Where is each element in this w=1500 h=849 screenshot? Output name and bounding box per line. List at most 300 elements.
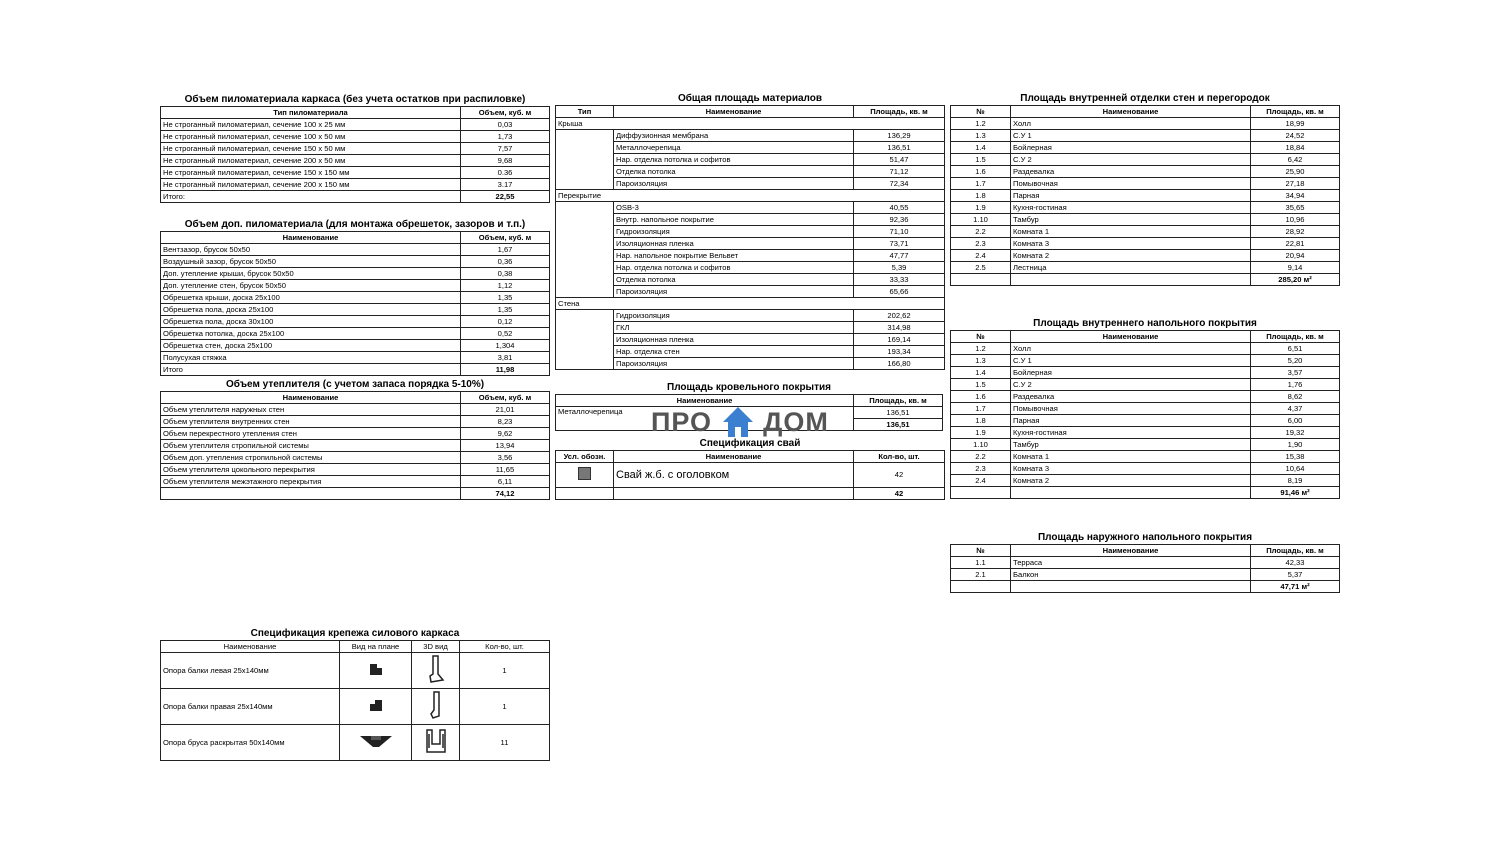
logo-text-right: ДОМ <box>763 407 829 437</box>
lumber-frame-volume-table <box>160 106 550 203</box>
material-name: Изоляционная пленка <box>614 334 854 346</box>
room-area: 15,38 <box>1251 451 1340 463</box>
room-area: 19,32 <box>1251 427 1340 439</box>
material-name: OSB-3 <box>614 202 854 214</box>
table-row <box>556 274 945 286</box>
table-row <box>161 328 550 340</box>
material-name: Пароизоляция <box>614 286 854 298</box>
column-header: Наименование <box>161 392 461 404</box>
table-row <box>951 379 1340 391</box>
table-row <box>161 352 550 364</box>
table-row <box>161 256 550 268</box>
group-spacer-cell <box>556 130 614 142</box>
row-label: Обрешетка стен, доска 25х100 <box>161 340 461 352</box>
table-row <box>951 262 1340 274</box>
row-label: Объем доп. утепления стропильной системы <box>161 452 461 464</box>
group-type: Стена <box>556 298 945 310</box>
table-row <box>951 166 1340 178</box>
table-row <box>161 280 550 292</box>
piles-spec-table <box>555 450 945 500</box>
total-value: 285,20 м² <box>1251 274 1340 286</box>
room-name: Балкон <box>1011 569 1251 581</box>
row-label: Объем утеплителя внутренних стен <box>161 416 461 428</box>
table-row <box>161 179 550 191</box>
column-header: Наименование <box>1011 331 1251 343</box>
roofing-total: 136,51 <box>854 419 943 431</box>
table-row <box>556 226 945 238</box>
interior-walls-area-title: Площадь внутренней отделки стен и перегородок <box>1020 93 1270 104</box>
material-area: 73,71 <box>854 238 945 250</box>
table-row <box>161 428 550 440</box>
room-area: 22,81 <box>1251 238 1340 250</box>
room-area: 10,64 <box>1251 463 1340 475</box>
row-value: 13,94 <box>461 440 550 452</box>
table-row <box>556 310 945 322</box>
room-area: 27,18 <box>1251 178 1340 190</box>
row-value: 11,65 <box>461 464 550 476</box>
fastener-plan-view <box>340 689 412 725</box>
total-value: 11,98 <box>461 364 550 376</box>
table-row <box>161 416 550 428</box>
table-row <box>951 343 1340 355</box>
table-row <box>556 286 945 298</box>
group-spacer-cell <box>556 346 614 358</box>
total-value: 22,55 <box>461 191 550 203</box>
extra-lumber-volume-block <box>160 218 550 376</box>
room-name: С.У 2 <box>1011 154 1251 166</box>
table-row <box>951 403 1340 415</box>
table-row <box>951 154 1340 166</box>
table-row <box>951 250 1340 262</box>
piles-header-count: Кол-во, шт. <box>854 451 945 463</box>
room-name: Холл <box>1011 118 1251 130</box>
room-name: Кухня-гостиная <box>1011 427 1251 439</box>
material-area: 136,29 <box>854 130 945 142</box>
column-header: Объем, куб. м <box>461 232 550 244</box>
table-row <box>161 316 550 328</box>
table-row <box>161 452 550 464</box>
room-number: 1.9 <box>951 427 1011 439</box>
material-area: 136,51 <box>854 142 945 154</box>
room-area: 28,92 <box>1251 226 1340 238</box>
fastener-plan-view <box>340 725 412 761</box>
row-label: Полусухая стяжка <box>161 352 461 364</box>
table-row <box>556 178 945 190</box>
room-area: 5,20 <box>1251 355 1340 367</box>
room-name: Холл <box>1011 343 1251 355</box>
room-area: 42,33 <box>1251 557 1340 569</box>
exterior-floor-area-title: Площадь наружного напольного покрытия <box>1037 532 1253 543</box>
table-row <box>161 725 550 761</box>
room-number: 1.7 <box>951 178 1011 190</box>
column-header: Площадь, кв. м <box>854 106 945 118</box>
room-name: С.У 2 <box>1011 379 1251 391</box>
room-area: 35,65 <box>1251 202 1340 214</box>
table-header-row <box>161 232 550 244</box>
table-row <box>951 226 1340 238</box>
pile-symbol-icon <box>578 467 591 480</box>
group-spacer-cell <box>556 142 614 154</box>
table-row <box>556 322 945 334</box>
room-area: 1,76 <box>1251 379 1340 391</box>
group-row <box>556 118 945 130</box>
group-spacer-cell <box>556 286 614 298</box>
column-header: Площадь, кв. м <box>1251 545 1340 557</box>
interior-floor-area-block <box>950 317 1340 499</box>
table-total-row <box>951 487 1340 499</box>
room-number: 1.10 <box>951 439 1011 451</box>
room-number: 1.3 <box>951 355 1011 367</box>
table-row <box>951 214 1340 226</box>
extra-lumber-volume-table <box>160 231 550 376</box>
material-area: 169,14 <box>854 334 945 346</box>
table-header-row <box>951 331 1340 343</box>
room-number: 1.1 <box>951 557 1011 569</box>
room-name: Раздевалка <box>1011 391 1251 403</box>
table-row <box>951 391 1340 403</box>
group-spacer-cell <box>556 154 614 166</box>
row-label: Объем утеплителя стропильной системы <box>161 440 461 452</box>
row-label: Не строганный пиломатериал, сечение 150 х 150 мм <box>161 167 461 179</box>
room-number: 2.5 <box>951 262 1011 274</box>
room-area: 4,37 <box>1251 403 1340 415</box>
table-header-row <box>951 545 1340 557</box>
table-row <box>556 334 945 346</box>
column-header: Наименование <box>614 106 854 118</box>
table-total-row <box>161 488 550 500</box>
room-number: 1.10 <box>951 214 1011 226</box>
table-row <box>951 367 1340 379</box>
group-spacer-cell <box>556 166 614 178</box>
group-spacer-cell <box>556 310 614 322</box>
fastener-3d-view <box>412 653 460 689</box>
table-row <box>556 130 945 142</box>
material-name: Нар. напольное покрытие Вельвет <box>614 250 854 262</box>
room-number: 2.4 <box>951 250 1011 262</box>
room-number: 1.8 <box>951 415 1011 427</box>
group-spacer-cell <box>556 262 614 274</box>
insulation-volume-block <box>160 378 550 500</box>
table-row <box>161 244 550 256</box>
column-header: Тип пиломатериала <box>161 107 461 119</box>
row-label: Объем утеплителя наружных стен <box>161 404 461 416</box>
row-value: 1,12 <box>461 280 550 292</box>
beam-support-left-plan-icon <box>368 661 384 677</box>
row-label: Не строганный пиломатериал, сечение 150 х 50 мм <box>161 143 461 155</box>
beam-hanger-3d-icon <box>424 726 448 756</box>
row-label: Объем утеплителя межэтажного перекрытия <box>161 476 461 488</box>
group-spacer-cell <box>556 358 614 370</box>
material-area: 92,36 <box>854 214 945 226</box>
room-area: 24,52 <box>1251 130 1340 142</box>
table-row <box>161 268 550 280</box>
lumber-frame-volume-block <box>160 93 550 203</box>
material-area: 71,10 <box>854 226 945 238</box>
room-name: Парная <box>1011 415 1251 427</box>
column-header: Объем, куб. м <box>461 392 550 404</box>
material-name: Гидроизоляция <box>614 226 854 238</box>
table-row <box>556 142 945 154</box>
roofing-name: Металлочерепица <box>556 407 854 431</box>
materials-area-table <box>555 105 945 370</box>
interior-floor-area-table <box>950 330 1340 499</box>
room-number: 1.6 <box>951 166 1011 178</box>
material-name: Диффузионная мембрана <box>614 130 854 142</box>
fastener-name: Опора балки левая 25х140мм <box>161 653 340 689</box>
row-value: 0,03 <box>461 119 550 131</box>
row-value: 1,73 <box>461 131 550 143</box>
group-type: Перекрытие <box>556 190 945 202</box>
row-value: 6,11 <box>461 476 550 488</box>
material-name: Отделка потолка <box>614 274 854 286</box>
table-total-row <box>556 488 945 500</box>
row-value: 8,23 <box>461 416 550 428</box>
row-value: 1,304 <box>461 340 550 352</box>
row-label: Воздушный зазор, брусок 50х50 <box>161 256 461 268</box>
room-number: 1.9 <box>951 202 1011 214</box>
table-row <box>556 214 945 226</box>
material-name: Пароизоляция <box>614 358 854 370</box>
room-name: С.У 1 <box>1011 355 1251 367</box>
room-area: 3,57 <box>1251 367 1340 379</box>
table-row <box>556 346 945 358</box>
table-row <box>161 476 550 488</box>
room-name: Комната 2 <box>1011 475 1251 487</box>
room-number: 2.2 <box>951 226 1011 238</box>
column-header: Наименование <box>161 232 461 244</box>
room-number: 1.8 <box>951 190 1011 202</box>
column-header: Объем, куб. м <box>461 107 550 119</box>
table-row <box>951 190 1340 202</box>
room-number: 2.3 <box>951 463 1011 475</box>
fastener-count: 1 <box>460 689 550 725</box>
table-row <box>161 119 550 131</box>
material-area: 202,62 <box>854 310 945 322</box>
fastener-plan-view <box>340 653 412 689</box>
table-row <box>556 202 945 214</box>
piles-spec-block <box>555 437 945 500</box>
empty-cell <box>1011 487 1251 499</box>
pile-symbol-cell <box>556 463 614 488</box>
material-name: Отделка потолка <box>614 166 854 178</box>
row-label: Обрешетка пола, доска 30х100 <box>161 316 461 328</box>
room-name: Комната 2 <box>1011 250 1251 262</box>
pile-count-cell: 42 <box>854 463 945 488</box>
room-area: 8,62 <box>1251 391 1340 403</box>
roofing-area: 136,51 <box>854 407 943 419</box>
group-spacer-cell <box>556 178 614 190</box>
room-number: 1.2 <box>951 118 1011 130</box>
table-row <box>556 250 945 262</box>
total-label <box>161 488 461 500</box>
empty-cell <box>951 487 1011 499</box>
table-row <box>556 463 945 488</box>
fasteners-spec-table <box>160 640 550 761</box>
room-name: Лестница <box>1011 262 1251 274</box>
row-label: Доп. утепление стен, брусок 50х50 <box>161 280 461 292</box>
row-label: Объем перекрестного утепления стен <box>161 428 461 440</box>
column-header: Наименование <box>1011 106 1251 118</box>
materials-area-title: Общая площадь материалов <box>677 93 823 104</box>
room-name: Бойлерная <box>1011 367 1251 379</box>
room-area: 18,99 <box>1251 118 1340 130</box>
material-area: 65,66 <box>854 286 945 298</box>
row-value: 21,01 <box>461 404 550 416</box>
group-spacer-cell <box>556 226 614 238</box>
room-name: Бойлерная <box>1011 142 1251 154</box>
row-label: Обрешетка потолка, доска 25х100 <box>161 328 461 340</box>
room-number: 1.4 <box>951 142 1011 154</box>
insulation-volume-table <box>160 391 550 500</box>
table-row <box>161 131 550 143</box>
room-name: Парная <box>1011 190 1251 202</box>
piles-total-cell: 42 <box>854 488 945 500</box>
column-header: № <box>951 106 1011 118</box>
room-number: 2.4 <box>951 475 1011 487</box>
room-area: 25,90 <box>1251 166 1340 178</box>
table-row <box>161 143 550 155</box>
group-row <box>556 190 945 202</box>
room-number: 2.3 <box>951 238 1011 250</box>
room-area: 6,00 <box>1251 415 1340 427</box>
group-spacer-cell <box>556 322 614 334</box>
table-row <box>951 451 1340 463</box>
room-area: 6,51 <box>1251 343 1340 355</box>
room-name: Комната 3 <box>1011 463 1251 475</box>
group-spacer-cell <box>556 214 614 226</box>
table-total-row <box>161 364 550 376</box>
row-value: 1,35 <box>461 292 550 304</box>
material-area: 193,34 <box>854 346 945 358</box>
room-name: Помывочная <box>1011 403 1251 415</box>
material-name: Нар. отделка потолка и софитов <box>614 262 854 274</box>
column-header: Наименование <box>1011 545 1251 557</box>
material-name: ГКЛ <box>614 322 854 334</box>
row-label: Не строганный пиломатериал, сечение 200 х 150 мм <box>161 179 461 191</box>
table-row <box>161 167 550 179</box>
interior-floor-area-title: Площадь внутреннего напольного покрытия <box>1033 318 1257 329</box>
table-row <box>951 569 1340 581</box>
interior-walls-area-table <box>950 105 1340 286</box>
column-header: № <box>951 331 1011 343</box>
fastener-name: Опора балки правая 25х140мм <box>161 689 340 725</box>
table-row <box>951 130 1340 142</box>
room-area: 8,19 <box>1251 475 1340 487</box>
logo-text-left: ПРО <box>651 407 713 437</box>
material-name: Нар. отделка стен <box>614 346 854 358</box>
row-value: 0,38 <box>461 268 550 280</box>
group-spacer-cell <box>556 202 614 214</box>
row-value: 9,62 <box>461 428 550 440</box>
group-spacer-cell <box>556 334 614 346</box>
row-value: 3,56 <box>461 452 550 464</box>
beam-support-right-3d-icon <box>425 690 447 720</box>
room-area: 9,14 <box>1251 262 1340 274</box>
room-number: 1.7 <box>951 403 1011 415</box>
table-header-row <box>161 392 550 404</box>
table-row <box>556 358 945 370</box>
beam-support-left-3d-icon <box>425 654 447 684</box>
row-value: 0,12 <box>461 316 550 328</box>
empty-cell <box>1011 581 1251 593</box>
row-value: 9,68 <box>461 155 550 167</box>
table-header-row <box>556 106 945 118</box>
room-area: 1,90 <box>1251 439 1340 451</box>
group-row <box>556 298 945 310</box>
fastener-count: 1 <box>460 653 550 689</box>
prodom-logo <box>651 405 851 435</box>
room-area: 18,84 <box>1251 142 1340 154</box>
exterior-floor-area-table <box>950 544 1340 593</box>
extra-lumber-volume-title: Объем доп. пиломатериала (для монтажа обрешеток, зазоров и т.п.) <box>184 219 526 230</box>
room-number: 2.1 <box>951 569 1011 581</box>
fastener-3d-view <box>412 689 460 725</box>
piles-spec-title: Спецификация свай <box>699 438 801 449</box>
row-value: 1,67 <box>461 244 550 256</box>
row-value: 0,36 <box>461 256 550 268</box>
room-number: 1.5 <box>951 379 1011 391</box>
roofing-area-title: Площадь кровельного покрытия <box>667 382 831 393</box>
empty-cell <box>951 274 1011 286</box>
table-total-row <box>951 274 1340 286</box>
room-area: 5,37 <box>1251 569 1340 581</box>
total-label: Итого: <box>161 191 461 203</box>
fasteners-header-name: Наименование <box>161 641 340 653</box>
material-name: Нар. отделка потолка и софитов <box>614 154 854 166</box>
room-area: 20,94 <box>1251 250 1340 262</box>
table-row <box>951 202 1340 214</box>
piles-header-symbol: Усл. обозн. <box>556 451 614 463</box>
room-area: 6,42 <box>1251 154 1340 166</box>
row-value: 1,35 <box>461 304 550 316</box>
row-label: Обрешетка крыши, доска 25х100 <box>161 292 461 304</box>
column-header: Наименование <box>556 395 854 407</box>
room-name: Тамбур <box>1011 439 1251 451</box>
table-row <box>161 689 550 725</box>
table-row <box>951 142 1340 154</box>
group-type: Крыша <box>556 118 945 130</box>
table-row <box>161 155 550 167</box>
table-row <box>556 238 945 250</box>
material-area: 5,39 <box>854 262 945 274</box>
table-row <box>161 340 550 352</box>
room-name: Помывочная <box>1011 178 1251 190</box>
room-name: Раздевалка <box>1011 166 1251 178</box>
table-row <box>161 304 550 316</box>
material-name: Внутр. напольное покрытие <box>614 214 854 226</box>
room-name: С.У 1 <box>1011 130 1251 142</box>
total-value: 91,46 м² <box>1251 487 1340 499</box>
room-name: Терраса <box>1011 557 1251 569</box>
room-name: Комната 3 <box>1011 238 1251 250</box>
row-label: Объем утеплителя цокольного перекрытия <box>161 464 461 476</box>
beam-hanger-plan-icon <box>359 733 393 749</box>
table-row <box>556 262 945 274</box>
column-header: Тип <box>556 106 614 118</box>
materials-area-block <box>555 92 945 370</box>
row-value: 3,81 <box>461 352 550 364</box>
column-header: Площадь, кв. м <box>1251 331 1340 343</box>
total-label: Итого <box>161 364 461 376</box>
table-row <box>951 475 1340 487</box>
row-label: Обрешетка пола, доска 25х100 <box>161 304 461 316</box>
row-label: Доп. утепление крыши, брусок 50х50 <box>161 268 461 280</box>
room-area: 10,96 <box>1251 214 1340 226</box>
row-value: 0,52 <box>461 328 550 340</box>
table-row <box>556 166 945 178</box>
table-row <box>161 464 550 476</box>
table-row <box>951 118 1340 130</box>
